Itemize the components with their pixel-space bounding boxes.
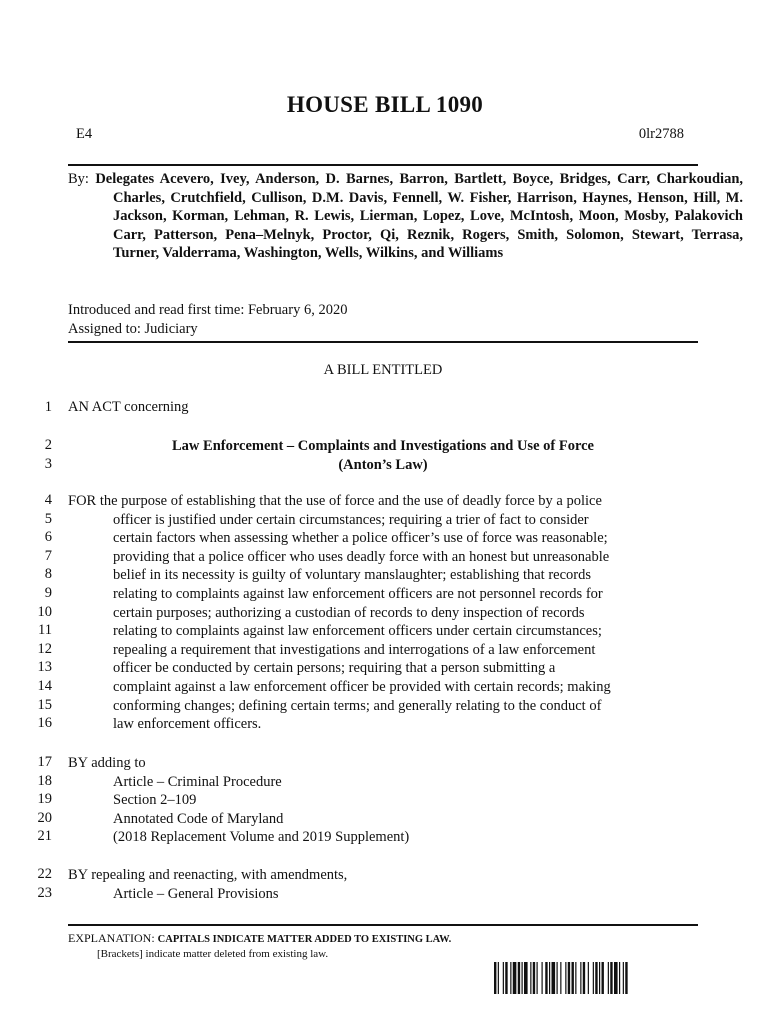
line-number: 9 [44, 585, 52, 601]
barcode-bar [595, 962, 597, 994]
by-adding-item: (2018 Replacement Volume and 2019 Supplement) [113, 829, 410, 846]
line-number: 22 [37, 866, 52, 882]
by-repealing-heading: BY repealing and reenacting, with amendments, [68, 867, 348, 883]
line-number: 11 [38, 622, 52, 639]
barcode-bar [593, 962, 594, 994]
bill-code: E4 [76, 126, 93, 142]
line-number: 4 [44, 492, 52, 508]
purpose-line: belief in its necessity is guilty of voluntary manslaughter; establishing that records [113, 567, 591, 584]
short-title-line: Law Enforcement – Complaints and Investigations and Use of Force [172, 438, 594, 454]
bill-number: 0lr2788 [638, 126, 684, 142]
line-number: 7 [44, 547, 52, 564]
short-title [68, 437, 698, 474]
barcode-bar [557, 962, 558, 994]
barcode-bar [623, 962, 624, 994]
line-number: 14 [37, 678, 52, 694]
barcode-bar [575, 962, 576, 994]
short-title-line: (Anton’s Law) [338, 456, 428, 473]
line-number: 23 [37, 884, 52, 901]
barcode-bar [545, 962, 547, 994]
line-number: 17 [37, 754, 52, 770]
purpose-line: law enforcement officers. [113, 716, 262, 733]
barcode-bar [565, 962, 566, 994]
barcode-bar [580, 962, 581, 994]
purpose-line: certain purposes; authorizing a custodian of records to deny inspection of records [113, 604, 585, 621]
line-number: 3 [44, 455, 52, 472]
barcode-bar [533, 962, 535, 994]
line-number: 19 [37, 791, 52, 808]
barcode-bar [537, 962, 538, 994]
barcode-bar [572, 962, 574, 994]
barcode-bar [494, 962, 496, 994]
explanation-caps: CAPITALS INDICATE MATTER ADDED TO EXISTING LAW. [157, 934, 452, 945]
barcode-bar [619, 962, 620, 994]
act-concerning: AN ACT concerning [68, 399, 189, 415]
purpose-paragraph [68, 492, 698, 734]
barcode-bar [625, 962, 627, 994]
purpose-line: certain factors when assessing whether a police officer’s use of force was reasonable; [113, 530, 608, 547]
barcode-bar [524, 962, 528, 994]
barcode-bar [503, 962, 504, 994]
barcode-bar [614, 962, 618, 994]
barcode-bar [522, 962, 523, 994]
line-number: 2 [44, 437, 52, 453]
barcode-bar [602, 962, 604, 994]
purpose-line: officer be conducted by certain persons; requiring that a person submitting a [113, 660, 556, 677]
explanation-label: EXPLANATION: [68, 931, 155, 945]
line-number: 15 [37, 696, 52, 713]
barcode-bar [560, 962, 561, 994]
purpose-line: relating to complaints against law enforcement officers are not personnel records for [113, 585, 603, 602]
by-adding-heading: BY adding to [68, 755, 146, 771]
purpose-line: providing that a police officer who uses deadly force with an honest but unreasonable [113, 548, 610, 565]
bill-title: HOUSE BILL 1090 [286, 92, 484, 117]
sponsors-block [68, 170, 743, 263]
top-rule [68, 164, 698, 166]
barcode-bar [608, 962, 609, 994]
by-repealing-item: Article – General Provisions [113, 885, 279, 902]
barcode-bar [599, 962, 600, 994]
bracket-note: [Brackets] indicate matter deleted from existing law. [97, 948, 329, 960]
line-number: 13 [37, 659, 52, 676]
introduced-date: Introduced and read first time: February 6, 2020 [68, 302, 348, 318]
barcode-image [494, 962, 680, 994]
purpose-line: relating to complaints against law enforcement officers under certain circumstances; [113, 623, 602, 640]
barcode-bar [513, 962, 517, 994]
purpose-line: FOR the purpose of establishing that the use of force and the use of deadly force by a police [68, 493, 602, 509]
line-number: 16 [37, 715, 52, 732]
barcode-bar [498, 962, 499, 994]
by-adding-item: Article – Criminal Procedure [113, 773, 282, 790]
line-number: 12 [37, 640, 52, 657]
barcode-bar [505, 962, 507, 994]
assigned-committee: Assigned to: Judiciary [68, 321, 198, 337]
purpose-line: repealing a requirement that investigations and interrogations of a law enforcement [113, 641, 596, 658]
barcode-bar [552, 962, 556, 994]
barcode-bar [518, 962, 520, 994]
line-number: 21 [37, 828, 52, 845]
barcode-bar [583, 962, 585, 994]
by-adding-item: Section 2–109 [113, 792, 197, 809]
explanation-note [68, 931, 451, 946]
line-number: 18 [37, 772, 52, 789]
barcode-bar [530, 962, 531, 994]
line-number: 5 [44, 510, 52, 527]
line-number: 8 [44, 566, 52, 583]
bill-entitled-heading: A BILL ENTITLED [323, 362, 443, 378]
barcode-bar [568, 962, 570, 994]
line-number: 1 [44, 399, 52, 415]
by-adding-block [68, 754, 698, 847]
footer-rule [68, 924, 698, 926]
sponsors-by-label: By: [68, 171, 89, 187]
middle-rule [68, 341, 698, 343]
line-number: 20 [37, 809, 52, 826]
barcode-bar [610, 962, 612, 994]
line-number: 10 [37, 603, 52, 620]
purpose-line: complaint against a law enforcement officer be provided with certain records; making [113, 678, 611, 695]
barcode-bar [588, 962, 589, 994]
by-adding-item: Annotated Code of Maryland [113, 810, 284, 827]
line-number: 6 [44, 529, 52, 546]
barcode-bar [542, 962, 543, 994]
purpose-line: officer is justified under certain circumstances; requiring a trier of fact to consider [113, 511, 589, 528]
barcode-bar [549, 962, 550, 994]
sponsor-names: Delegates Acevero, Ivey, Anderson, D. Barnes, Barron, Bartlett, Boyce, Bridges, Carr, Charkoudian, Charles, Crutchfield, Cullison, D.M. Davis, Fennell, W. Fisher, Harrison, Haynes, Henson, Hill, M. Jackson, Korman, Lehman, R. Lewis, Lierman, Lopez, Love, McIntosh, Moon, Mosby, Palakovich Carr, Patterson, Pena–Melnyk, Proctor, Qi, Reznik, Rogers, Smith, Solomon, Stewart, Terrasa, Turner, Valderrama, Washington, Wells, Wilkins, and Williams [95, 171, 744, 262]
barcode-bar [510, 962, 511, 994]
purpose-line: conforming changes; defining certain terms; and generally relating to the conduct of [113, 697, 602, 714]
by-repealing-block [68, 866, 698, 903]
